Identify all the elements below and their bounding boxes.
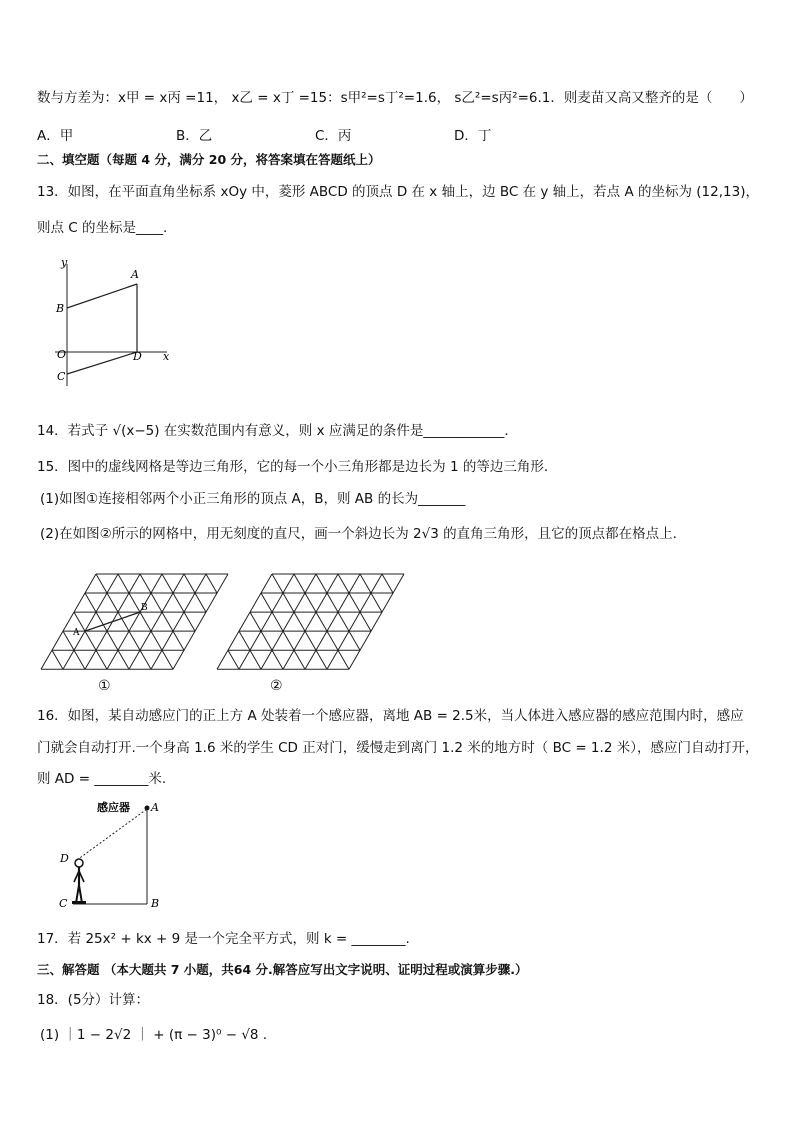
- q12-text: 数与方差为：x甲 = x丙 =11， x乙 = x丁 =15：s甲²=s丁²=1.6， s乙²=s丙²=6.1．则麦苗又高又整齐的是（ ）: [37, 90, 753, 106]
- grid-line: [283, 574, 338, 669]
- q14-text: 14．若式子 √(x−5) 在实数范围内有意义，则 x 应满足的条件是____________.: [37, 423, 509, 439]
- grid-line: [228, 650, 239, 669]
- grid-line: [261, 574, 316, 669]
- q18-part-1: (1) ｜1 − 2√2 ｜ + (π − 3)⁰ − √8 .: [40, 1027, 268, 1043]
- grid-line: [52, 650, 63, 669]
- q16-line-2: 门就会自动打开.一个身高 1.6 米的学生 CD 正对门，缓慢走到离门 1.2 米的地方时（ BC = 1.2 米），感应门自动打开，: [37, 740, 759, 756]
- grid-line: [118, 574, 173, 669]
- q15-figure-2-label: ②: [270, 678, 283, 694]
- grid-line: [327, 574, 382, 669]
- q13-label-d: D: [133, 350, 142, 363]
- q12-option-c: C．丙: [315, 128, 352, 144]
- q16-label-d: D: [60, 852, 69, 865]
- q15-label-b: B: [141, 603, 148, 614]
- q16-label-a: A: [151, 801, 159, 814]
- q15-label-a: A: [73, 628, 80, 639]
- q16-label-c: C: [59, 897, 68, 910]
- q13-line-2: 则点 C 的坐标是____.: [37, 220, 168, 236]
- q15-triangle-grid-1: [37, 570, 212, 670]
- grid-line: [294, 574, 349, 669]
- q17-text: 17．若 25x² + kx + 9 是一个完全平方式，则 k = ________.: [37, 931, 410, 947]
- grid-line: [151, 574, 206, 669]
- q13-label-a: A: [131, 268, 139, 281]
- q15-line-2: (1)如图①连接相邻两个小正三角形的顶点 A，B，则 AB 的长为_______: [40, 491, 466, 507]
- q13-label-b: B: [56, 302, 65, 315]
- q13-label-y: y: [61, 256, 68, 269]
- section-3-title: 三、解答题 （本大题共 7 小题，共64 分.解答应写出文字说明、证明过程或演算步骤.）: [37, 962, 528, 977]
- q12-option-a: A．甲: [37, 128, 74, 144]
- q13-label-c: C: [57, 370, 66, 383]
- grid-line: [129, 574, 184, 669]
- q12-option-b: B．乙: [176, 128, 213, 144]
- grid-line: [239, 574, 294, 669]
- grid-line: [272, 574, 327, 669]
- grid-line: [96, 574, 151, 669]
- q13-label-o: O: [57, 348, 67, 361]
- q13-line-1: 13．如图，在平面直角坐标系 xOy 中，菱形 ABCD 的顶点 D 在 x 轴上，边 BC 在 y 轴上，若点 A 的坐标为 (12,13)，: [37, 184, 759, 200]
- q12-option-d: D．丁: [454, 128, 492, 144]
- q15-line-1: 15．图中的虚线网格是等边三角形，它的每一个小三角形都是边长为 1 的等边三角形.: [37, 459, 549, 475]
- grid-line: [41, 574, 96, 669]
- q16-line-3: 则 AD = ________米.: [37, 771, 167, 787]
- q13-label-x: x: [163, 350, 170, 363]
- grid-line: [349, 574, 404, 669]
- ab-segment: [85, 612, 140, 631]
- q16-line-1: 16．如图，某自动感应门的正上方 A 处装着一个感应器，离地 AB = 2.5米，当人体进入感应器的感应范围内时，感应: [37, 708, 744, 724]
- q13-rhombus-figure: [55, 256, 185, 391]
- q16-label-sensor: 感应器: [97, 801, 130, 814]
- q18-title: 18．(5分）计算：: [37, 992, 150, 1008]
- grid-line: [382, 574, 393, 593]
- grid-line: [305, 574, 360, 669]
- grid-line: [63, 574, 118, 669]
- section-2-title: 二、填空题（每题 4 分，满分 20 分，将答案填在答题纸上）: [37, 152, 381, 167]
- q15-line-3: (2)在如图②所示的网格中，用无刻度的直尺，画一个斜边长为 2√3 的直角三角形，且它的顶点都在格点上.: [40, 526, 677, 542]
- q16-label-b: B: [151, 897, 160, 910]
- q16-sensor-door-figure: [55, 797, 185, 912]
- q15-figure-1-label: ①: [98, 678, 111, 694]
- grid-line: [217, 574, 272, 669]
- grid-line: [107, 574, 162, 669]
- q15-triangle-grid-2: [213, 570, 388, 670]
